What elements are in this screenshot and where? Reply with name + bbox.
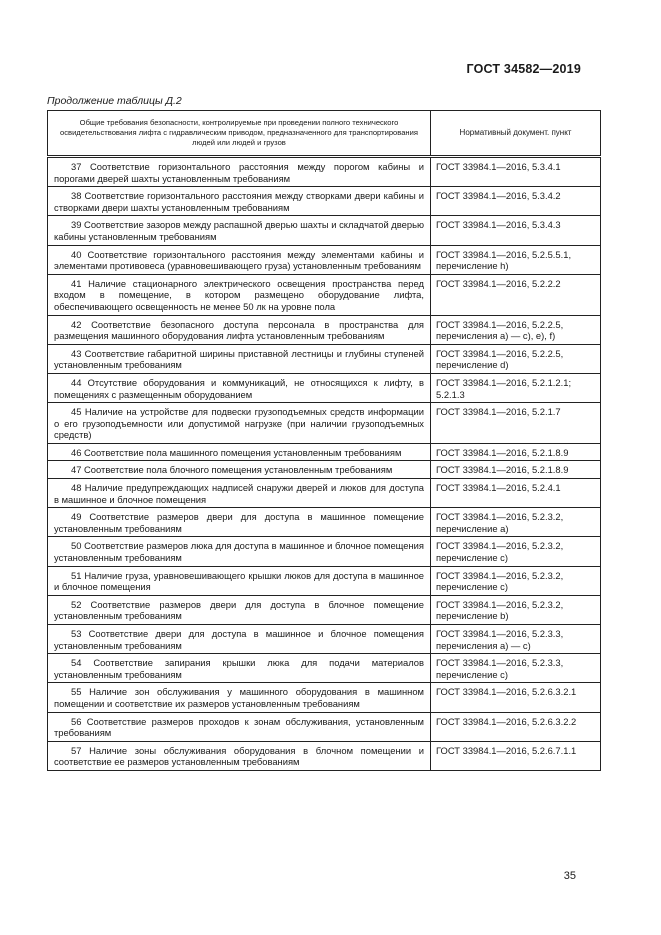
requirement-cell: 39 Соответствие зазоров между распашной дверью шахты и складчатой дверью кабины установленным требованиям xyxy=(48,216,431,245)
normative-reference-cell: ГОСТ 33984.1—2016, 5.2.6.3.2.2 xyxy=(431,712,601,741)
normative-reference-cell: ГОСТ 33984.1—2016, 5.2.2.5, перечисление d) xyxy=(431,344,601,373)
table-row xyxy=(48,595,601,624)
table-row xyxy=(48,216,601,245)
requirements-column-header: Общие требования безопасности, контролируемые при проведении полного технического освидетельствования лифта с гидравлическим приводом, предназначенного для транспортирования людей или людей и грузов xyxy=(48,111,431,157)
normative-reference-cell: ГОСТ 33984.1—2016, 5.3.4.1 xyxy=(431,157,601,187)
normative-reference-cell: ГОСТ 33984.1—2016, 5.2.1.7 xyxy=(431,403,601,444)
normative-reference-cell: ГОСТ 33984.1—2016, 5.2.1.2.1; 5.2.1.3 xyxy=(431,373,601,402)
requirement-cell: 38 Соответствие горизонтального расстояния между створками двери кабины и створками двери шахты установленным требованиям xyxy=(48,187,431,216)
table-row xyxy=(48,537,601,566)
requirement-cell: 54 Соответствие запирания крышки люка для подачи материалов установленным требованиям xyxy=(48,654,431,683)
normative-reference-cell: ГОСТ 33984.1—2016, 5.2.3.2, перечисление с) xyxy=(431,566,601,595)
table-body xyxy=(48,157,601,771)
table-row xyxy=(48,245,601,274)
table-row xyxy=(48,654,601,683)
normative-document-column-header: Нормативный документ. пункт xyxy=(431,111,601,157)
requirement-cell: 55 Наличие зон обслуживания у машинного оборудования в машинном помещении и соответствие их размеров установленным требованиям xyxy=(48,683,431,712)
normative-reference-cell: ГОСТ 33984.1—2016, 5.3.4.3 xyxy=(431,216,601,245)
normative-reference-cell: ГОСТ 33984.1—2016, 5.3.4.2 xyxy=(431,187,601,216)
table-row xyxy=(48,274,601,315)
normative-reference-cell: ГОСТ 33984.1—2016, 5.2.3.2, перечисление b) xyxy=(431,595,601,624)
normative-reference-cell: ГОСТ 33984.1—2016, 5.2.6.7.1.1 xyxy=(431,741,601,770)
normative-reference-cell: ГОСТ 33984.1—2016, 5.2.3.3, перечисления а) — с) xyxy=(431,625,601,654)
requirement-cell: 41 Наличие стационарного электрического освещения пространства перед входом в помещение, в котором размещено оборудование лифта, обеспечивающего освещенность не менее 50 лк на уровне пола xyxy=(48,274,431,315)
table-row xyxy=(48,187,601,216)
requirement-cell: 48 Наличие предупреждающих надписей снаружи дверей и люков для доступа в машинное и блочное помещения xyxy=(48,479,431,508)
requirement-cell: 47 Соответствие пола блочного помещения установленным требованиям xyxy=(48,461,431,479)
requirement-cell: 52 Соответствие размеров двери для доступа в блочное помещение установленным требованиям xyxy=(48,595,431,624)
normative-reference-cell: ГОСТ 33984.1—2016, 5.2.2.5, перечисления а) — с), е), f) xyxy=(431,315,601,344)
normative-reference-cell: ГОСТ 33984.1—2016, 5.2.3.3, перечисление с) xyxy=(431,654,601,683)
normative-reference-cell: ГОСТ 33984.1—2016, 5.2.5.5.1, перечисление h) xyxy=(431,245,601,274)
table-row xyxy=(48,344,601,373)
requirement-cell: 43 Соответствие габаритной ширины приставной лестницы и глубины ступеней установленным требованиям xyxy=(48,344,431,373)
table-caption: Продолжение таблицы Д.2 xyxy=(47,95,182,107)
normative-reference-cell: ГОСТ 33984.1—2016, 5.2.1.8.9 xyxy=(431,443,601,461)
table-row xyxy=(48,443,601,461)
table-row xyxy=(48,461,601,479)
table-row xyxy=(48,315,601,344)
document-code: ГОСТ 34582—2019 xyxy=(466,62,581,76)
table-row xyxy=(48,683,601,712)
table-row xyxy=(48,373,601,402)
normative-reference-cell: ГОСТ 33984.1—2016, 5.2.4.1 xyxy=(431,479,601,508)
table-row xyxy=(48,741,601,770)
requirement-cell: 46 Соответствие пола машинного помещения установленным требованиям xyxy=(48,443,431,461)
normative-reference-cell: ГОСТ 33984.1—2016, 5.2.1.8.9 xyxy=(431,461,601,479)
normative-reference-cell: ГОСТ 33984.1—2016, 5.2.3.2, перечисление с) xyxy=(431,537,601,566)
table-row xyxy=(48,403,601,444)
requirement-cell: 57 Наличие зоны обслуживания оборудования в блочном помещении и соответствие ее размеров установленным требованиям xyxy=(48,741,431,770)
table-row xyxy=(48,566,601,595)
requirement-cell: 40 Соответствие горизонтального расстояния между элементами кабины и элементами противовеса (уравновешивающего груза) установленным требованиям xyxy=(48,245,431,274)
table-row xyxy=(48,625,601,654)
requirement-cell: 49 Соответствие размеров двери для доступа в машинное помещение установленным требованиям xyxy=(48,508,431,537)
requirement-cell: 56 Соответствие размеров проходов к зонам обслуживания, установленным требованиям xyxy=(48,712,431,741)
requirement-cell: 45 Наличие на устройстве для подвески грузоподъемных средств информации о его грузоподъемности или допустимой нагрузке (при наличии грузоподъемных средств) xyxy=(48,403,431,444)
requirement-cell: 51 Наличие груза, уравновешивающего крышки люков для доступа в машинное и блочное помещения xyxy=(48,566,431,595)
page-number: 35 xyxy=(563,870,576,882)
requirements-table xyxy=(47,110,601,771)
normative-reference-cell: ГОСТ 33984.1—2016, 5.2.3.2, перечисление а) xyxy=(431,508,601,537)
table-header-row xyxy=(48,111,601,157)
normative-reference-cell: ГОСТ 33984.1—2016, 5.2.6.3.2.1 xyxy=(431,683,601,712)
table-row xyxy=(48,157,601,187)
table-row xyxy=(48,712,601,741)
table-row xyxy=(48,479,601,508)
table-row xyxy=(48,508,601,537)
requirement-cell: 37 Соответствие горизонтального расстояния между порогом кабины и порогами дверей шахты установленным требованиям xyxy=(48,157,431,187)
requirement-cell: 44 Отсутствие оборудования и коммуникаций, не относящихся к лифту, в помещениях с размещенным оборудованием xyxy=(48,373,431,402)
requirement-cell: 53 Соответствие двери для доступа в машинное и блочное помещения установленным требованиям xyxy=(48,625,431,654)
requirement-cell: 42 Соответствие безопасного доступа персонала в пространства для размещения машинного оборудования лифта установленным требованиям xyxy=(48,315,431,344)
requirement-cell: 50 Соответствие размеров люка для доступа в машинное и блочное помещения установленным требованиям xyxy=(48,537,431,566)
normative-reference-cell: ГОСТ 33984.1—2016, 5.2.2.2 xyxy=(431,274,601,315)
